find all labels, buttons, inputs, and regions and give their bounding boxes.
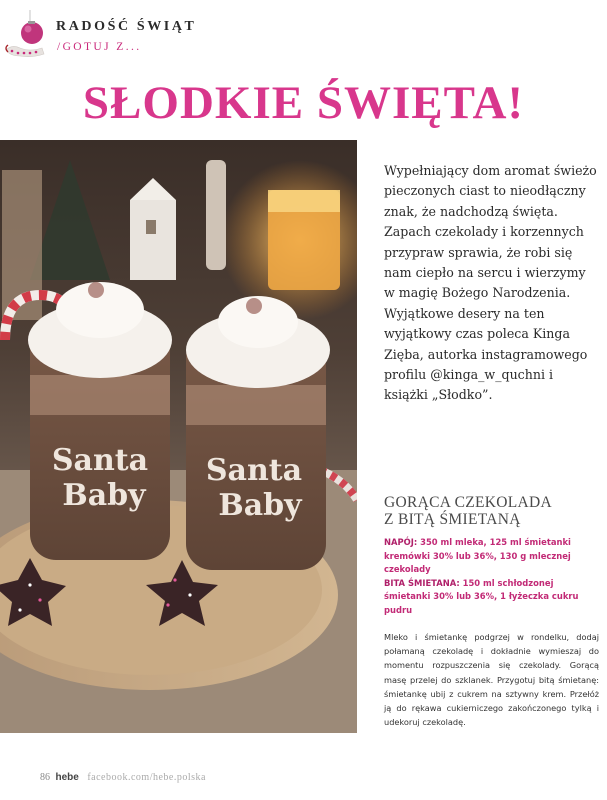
recipe-method: Mleko i śmietankę podgrzej w rondelku, dodaj połamaną czekoladę i dokładnie wymieszaj do momentu rozpuszczenia się czekolady. Gorącą masę przelej do szklanek. Przygotuj bitą śmietanę: śmietankę ubij z cukrem na sztywny krem. Przełóż ją do rękawa cukierniczego zakończonego tylką i udekoruj czekoladę. — [384, 632, 599, 728]
ingredients-cream-label: BITA ŚMIETANA: — [384, 577, 460, 588]
page-headline: SŁODKIE ŚWIĘTA! — [82, 77, 525, 129]
ingredients-drink — [384, 536, 599, 577]
section-subtitle: /GOTUJ Z... — [57, 41, 142, 53]
page-footer — [40, 772, 206, 783]
footer-facebook-link[interactable]: facebook.com/hebe.polska — [87, 772, 206, 783]
glass-text-baby-left: Baby — [62, 478, 146, 513]
recipe-title-line2: Z BITĄ ŚMIETANĄ — [384, 511, 521, 528]
ingredients-drink-text: 350 ml mleka, 125 ml śmietanki kremówki 30% lub 36%, 130 g mlecznej czekolady — [384, 537, 571, 575]
page-number: 86 — [40, 772, 50, 783]
christmas-ornament-logo-icon — [2, 10, 50, 62]
ingredients-cream — [384, 577, 599, 618]
ingredients-cream-text: 150 ml schłodzonej śmietanki 30% lub 36%, 1 łyżeczka cukru pudru — [384, 577, 579, 615]
section-title: RADOŚĆ ŚWIĄT — [56, 19, 197, 34]
glass-text-santa-left: Santa — [51, 443, 149, 478]
ingredients — [384, 536, 599, 618]
footer-brand: hebe — [55, 772, 79, 783]
recipe-title — [384, 494, 604, 528]
ingredients-drink-label: NAPÓJ: — [384, 537, 418, 547]
glass-text-baby-right: Baby — [218, 488, 302, 523]
intro-text: Wypełniający dom aromat świeżo pieczonych ciast to nieodłączny znak, że nadchodzą święta. Zapach czekolady i korzennych przypraw sprawia, że robi się nam ciepło na sercu i wierzymy w magię Bożego Narodzenia. Wyjątkowe desery na ten wyjątkowy czas poleca Kinga Zięba, autorka instagramowego profilu @kinga_w_quchni i książki „Słodko”. — [384, 163, 597, 403]
recipe-title-line1: GORĄCA CZEKOLADA — [384, 494, 552, 511]
hot-chocolate-photo — [0, 140, 357, 733]
glass-text-santa-right: Santa — [205, 453, 303, 488]
